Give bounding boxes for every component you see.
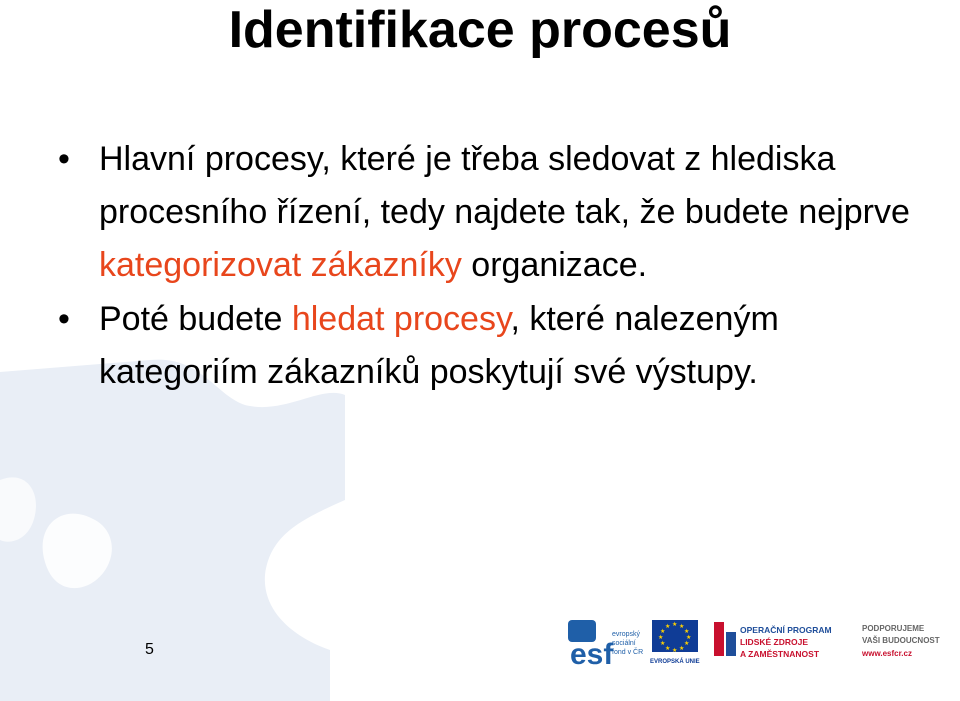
svg-text:★: ★ [672,621,678,628]
op-lzz-logo-icon [714,622,832,659]
esf-logo-icon [568,620,643,671]
svg-text:★: ★ [665,645,671,652]
eu-flag-icon [650,620,700,665]
bullet-dot-icon: • [58,300,70,338]
esf-small-1: evropský [612,631,641,638]
program-line-1: OPERAČNÍ PROGRAM [740,625,832,635]
bullet-list [52,133,932,400]
svg-text:esf: esf [570,638,614,671]
program-line-3: A ZAMĚSTNANOST [740,649,820,659]
svg-text:★: ★ [658,634,664,641]
slogan-line-1: PODPORUJEME [862,624,925,633]
footer-logos [566,614,958,674]
bullet-dot-icon: • [58,140,70,178]
program-line-2: LIDSKÉ ZDROJE [740,637,809,647]
svg-text:★: ★ [679,645,685,652]
svg-text:★: ★ [660,640,666,647]
slogan-line-3: www.esfcr.cz [862,649,912,658]
esf-small-3: fond v ČR [612,649,644,656]
slogan-block [861,624,940,658]
eu-label: EVROPSKÁ UNIE [650,659,700,665]
slogan-line-2: VAŠI BUDOUCNOST [862,636,940,645]
svg-text:★: ★ [679,623,685,630]
esf-small-2: sociální [612,640,636,647]
slide-title: Identifikace procesů [228,1,732,59]
bullet-text-1b: organizace. [461,246,648,284]
svg-text:★: ★ [665,623,671,630]
bullet-text-2b: , které nalezeným kategoriím zákazníků poskytují své výstupy. [99,300,779,391]
bullet-item-1 [52,133,932,292]
bullet-text-2a: Poté budete [99,300,292,338]
bullet-highlight-1: kategorizovat zákazníky [99,246,462,284]
svg-text:★: ★ [672,647,678,654]
bullet-item-2 [52,293,932,399]
svg-text:★: ★ [660,628,666,635]
page-number: 5 [145,641,154,658]
svg-text:★: ★ [686,634,692,641]
bullet-highlight-2: hledat procesy [291,300,511,338]
bullet-text-1a: Hlavní procesy, které je třeba sledovat z hlediska procesního řízení, tedy najdete tak, že budete nejprve [99,140,910,231]
svg-text:★: ★ [684,628,690,635]
svg-text:★: ★ [684,640,690,647]
